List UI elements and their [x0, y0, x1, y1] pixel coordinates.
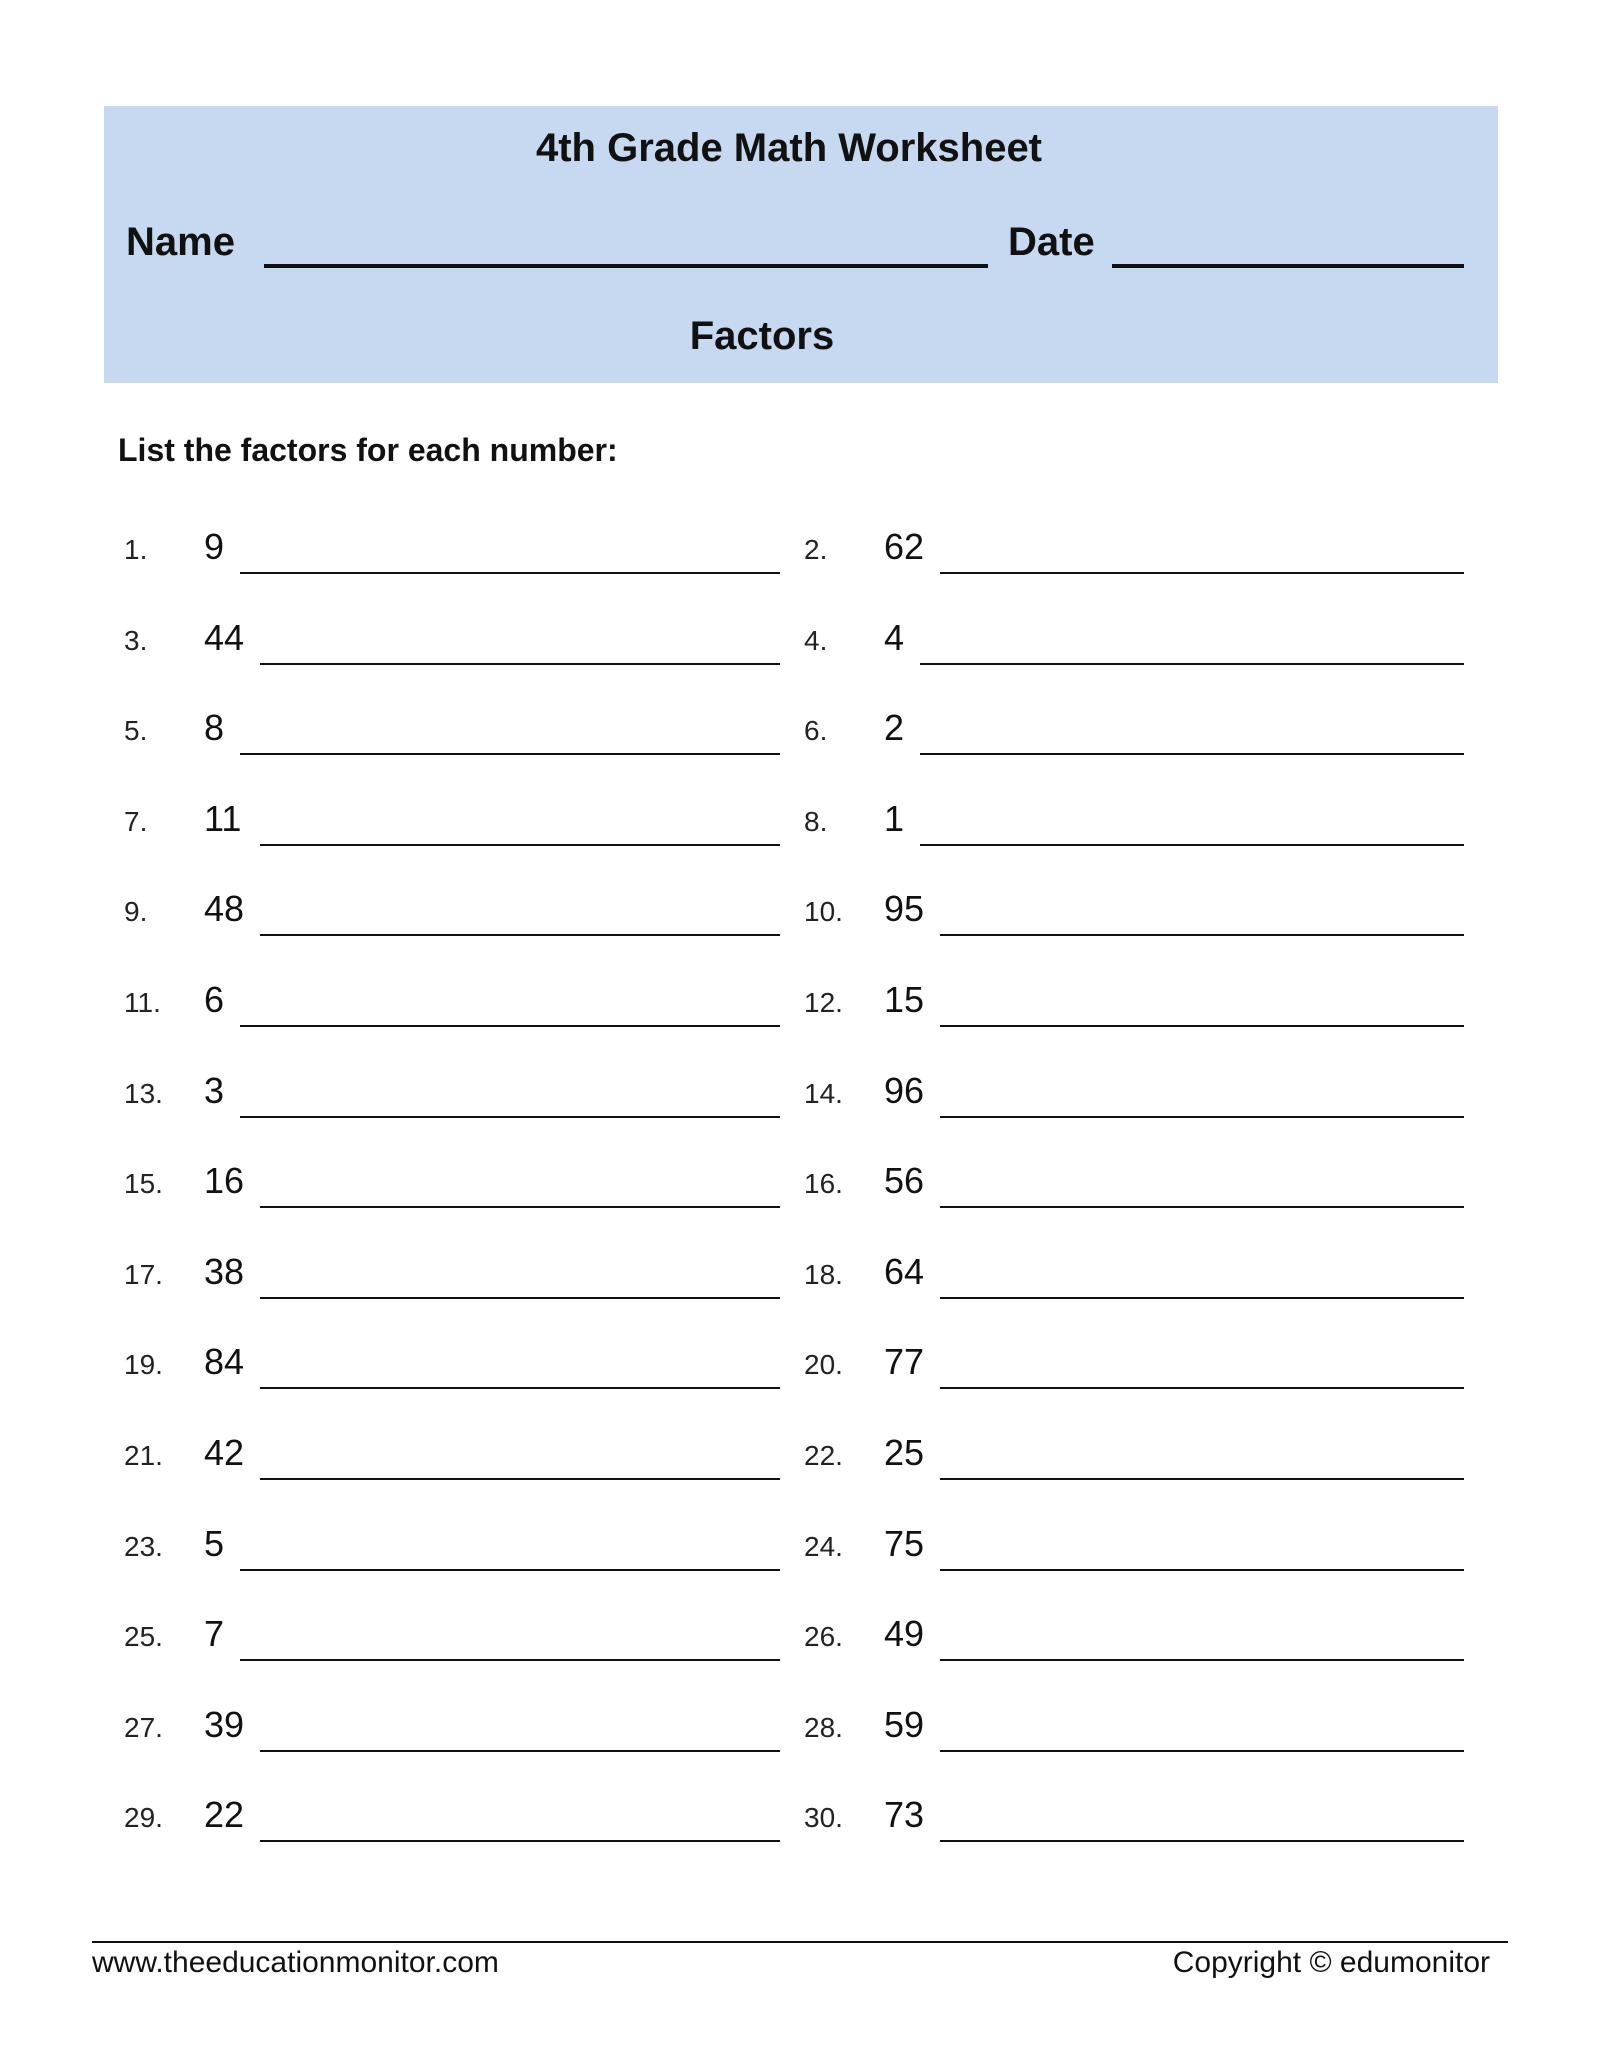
problem-number: 9.	[124, 896, 148, 928]
worksheet-subtitle: Factors	[689, 314, 835, 358]
problem-number: 8.	[804, 805, 828, 837]
problem-value: 49	[884, 1613, 925, 1655]
problem-item	[804, 1064, 1464, 1124]
problem-number: 1.	[124, 534, 148, 565]
answer-line[interactable]	[260, 1478, 780, 1480]
problem-value: 62	[884, 526, 925, 567]
answer-line[interactable]	[260, 663, 780, 665]
footer-divider	[92, 1941, 1508, 1943]
problem-number: 10.	[804, 896, 843, 928]
problem-item	[804, 1788, 1464, 1848]
problem-item	[804, 701, 1464, 761]
problem-item	[804, 611, 1464, 671]
problem-number: 4.	[804, 624, 828, 656]
problem-item	[804, 1426, 1464, 1486]
problem-value: 16	[204, 1160, 245, 1202]
problem-item	[804, 1335, 1464, 1395]
problem-value: 7	[204, 1613, 225, 1655]
answer-line[interactable]	[940, 1478, 1464, 1480]
answer-line[interactable]	[260, 1840, 780, 1842]
problem-value: 59	[884, 1703, 925, 1745]
problem-number: 25.	[124, 1621, 163, 1653]
problem-value: 56	[884, 1160, 925, 1202]
problem-number: 30.	[804, 1802, 843, 1834]
problem-value: 96	[884, 1069, 925, 1111]
answer-line[interactable]	[240, 1116, 780, 1118]
instructions-text: List the factors for each number:	[118, 432, 618, 468]
problem-value: 9	[204, 526, 225, 567]
problem-value: 38	[204, 1250, 245, 1292]
answer-line[interactable]	[940, 1387, 1464, 1389]
problem-value: 11	[204, 797, 242, 839]
problem-number: 11.	[124, 987, 161, 1018]
answer-line[interactable]	[920, 753, 1464, 755]
footer-copyright: Copyright © edumonitor	[1172, 1946, 1490, 1979]
answer-line[interactable]	[240, 572, 780, 574]
problem-number: 2.	[804, 534, 828, 565]
problem-number: 3.	[124, 624, 148, 656]
answer-line[interactable]	[240, 1659, 780, 1661]
problem-number: 26.	[804, 1621, 843, 1653]
problem-value: 48	[204, 888, 245, 930]
answer-line[interactable]	[240, 1025, 780, 1027]
answer-line[interactable]	[920, 844, 1464, 846]
answer-line[interactable]	[940, 934, 1464, 936]
problem-item	[804, 792, 1464, 852]
worksheet-title: 4th Grade Math Worksheet	[535, 126, 1043, 170]
problem-value: 4	[884, 616, 905, 658]
problem-value: 73	[884, 1794, 925, 1836]
problem-value: 39	[204, 1703, 245, 1745]
answer-line[interactable]	[920, 663, 1464, 665]
problem-number: 6.	[804, 715, 828, 747]
problem-value: 44	[204, 616, 245, 658]
answer-line[interactable]	[260, 1387, 780, 1389]
answer-line[interactable]	[260, 934, 780, 936]
problem-number: 27.	[124, 1711, 163, 1743]
answer-line[interactable]	[260, 1297, 780, 1299]
footer-website: www.theeducationmonitor.com	[92, 1946, 499, 1979]
answer-line[interactable]	[940, 1206, 1464, 1208]
problem-number: 23.	[124, 1530, 163, 1562]
problem-number: 14.	[804, 1077, 843, 1109]
problem-item	[124, 1426, 780, 1486]
answer-line[interactable]	[260, 1206, 780, 1208]
problem-item	[124, 701, 780, 761]
problem-number: 7.	[124, 805, 148, 837]
problem-value: 64	[884, 1250, 925, 1292]
problem-item	[124, 1607, 780, 1667]
problem-number: 15.	[124, 1168, 163, 1200]
answer-line[interactable]	[260, 844, 780, 846]
answer-line[interactable]	[940, 1025, 1464, 1027]
problem-item	[804, 1517, 1464, 1577]
answer-line[interactable]	[940, 1659, 1464, 1661]
problem-value: 25	[884, 1432, 925, 1473]
problem-value: 42	[204, 1432, 245, 1473]
problem-item	[804, 1607, 1464, 1667]
problem-number: 13.	[124, 1077, 163, 1109]
problem-number: 19.	[124, 1349, 163, 1381]
problem-item	[124, 1335, 780, 1395]
problem-number: 5.	[124, 715, 148, 747]
answer-line[interactable]	[940, 1840, 1464, 1842]
answer-line[interactable]	[940, 1116, 1464, 1118]
problem-value: 84	[204, 1341, 245, 1383]
problem-item	[124, 792, 780, 852]
problem-number: 21.	[124, 1440, 163, 1471]
problem-value: 95	[884, 888, 925, 930]
name-label: Name	[126, 220, 235, 264]
answer-line[interactable]	[940, 572, 1464, 574]
problem-number: 22.	[804, 1440, 843, 1471]
problem-value: 77	[884, 1341, 925, 1383]
problem-number: 18.	[804, 1258, 843, 1290]
answer-line[interactable]	[940, 1297, 1464, 1299]
problem-item	[124, 1788, 780, 1848]
problem-item	[124, 1064, 780, 1124]
problem-item	[804, 882, 1464, 942]
problem-item	[124, 1517, 780, 1577]
problem-item	[124, 520, 780, 580]
problem-item	[804, 1245, 1464, 1305]
problem-value: 6	[204, 979, 225, 1020]
problem-number: 17.	[124, 1258, 163, 1290]
problem-number: 29.	[124, 1802, 163, 1834]
answer-line[interactable]	[260, 1750, 780, 1752]
answer-line[interactable]	[240, 1569, 780, 1571]
problem-item	[804, 973, 1464, 1033]
problem-value: 22	[204, 1794, 245, 1836]
problem-number: 24.	[804, 1530, 843, 1562]
problem-item	[124, 973, 780, 1033]
problem-item	[124, 611, 780, 671]
answer-line[interactable]	[240, 753, 780, 755]
problem-item	[124, 1245, 780, 1305]
problem-number: 20.	[804, 1349, 843, 1381]
problem-value: 3	[204, 1069, 225, 1111]
problem-value: 2	[884, 707, 905, 749]
problem-value: 1	[884, 797, 905, 839]
problem-number: 12.	[804, 987, 843, 1018]
problem-item	[804, 1154, 1464, 1214]
problem-item	[804, 520, 1464, 580]
problem-value: 5	[204, 1522, 225, 1564]
problem-item	[124, 1154, 780, 1214]
date-label: Date	[1008, 220, 1095, 264]
answer-line[interactable]	[940, 1569, 1464, 1571]
problem-item	[124, 1698, 780, 1758]
problem-number: 16.	[804, 1168, 843, 1200]
problem-item	[804, 1698, 1464, 1758]
problem-item	[124, 882, 780, 942]
problem-value: 15	[884, 979, 925, 1020]
problem-number: 28.	[804, 1711, 843, 1743]
problem-value: 75	[884, 1522, 925, 1564]
answer-line[interactable]	[940, 1750, 1464, 1752]
problem-value: 8	[204, 707, 225, 749]
